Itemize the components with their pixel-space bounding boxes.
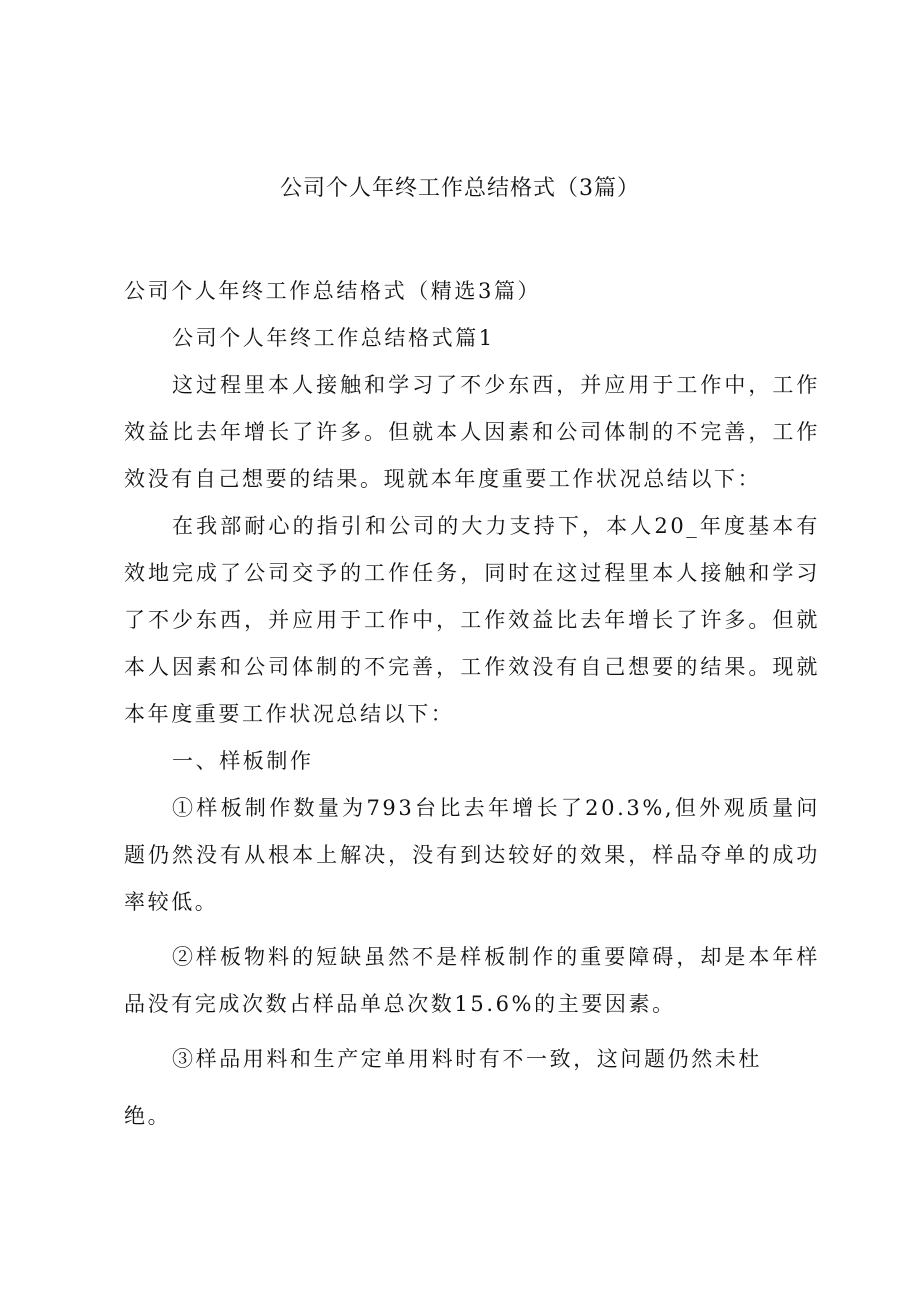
list-item-1: ①样板制作数量为793台比去年增长了20.3%,但外观质量问题仍然没有从根本上解决，没有到达较好的效果，样品夺单的成功率较低。 — [124, 796, 820, 914]
document-title: 公司个人年终工作总结格式（3篇） — [280, 176, 640, 201]
list-item-3-line-2: 绝。 — [124, 1104, 172, 1128]
paragraph-1: 这过程里本人接触和学习了不少东西，并应用于工作中，工作效益比去年增长了许多。但就本人因素和公司体制的不完善，工作效没有自己想要的结果。现就本年度重要工作状况总结以下： — [124, 373, 820, 491]
document-subtitle: 公司个人年终工作总结格式（精选3篇） — [124, 279, 542, 303]
list-item-2: ②样板物料的短缺虽然不是样板制作的重要障碍，却是本年样品没有完成次数占样品单总次数15.6%的主要因素。 — [124, 945, 820, 1016]
paragraph-2: 在我部耐心的指引和公司的大力支持下，本人20_年度基本有效地完成了公司交予的工作任务，同时在这过程里本人接触和学习了不少东西，并应用于工作中，工作效益比去年增长了许多。但就本人因素和公司体制的不完善，工作效没有自己想要的结果。现就本年度重要工作状况总结以下： — [124, 514, 820, 726]
section-heading: 公司个人年终工作总结格式篇1 — [172, 326, 495, 350]
list-item-3-line-1: ③样品用料和生产定单用料时有不一致，这问题仍然未杜 — [172, 1047, 762, 1071]
subheading-sample-making: 一、样板制作 — [172, 749, 314, 773]
document-body — [124, 268, 820, 1140]
